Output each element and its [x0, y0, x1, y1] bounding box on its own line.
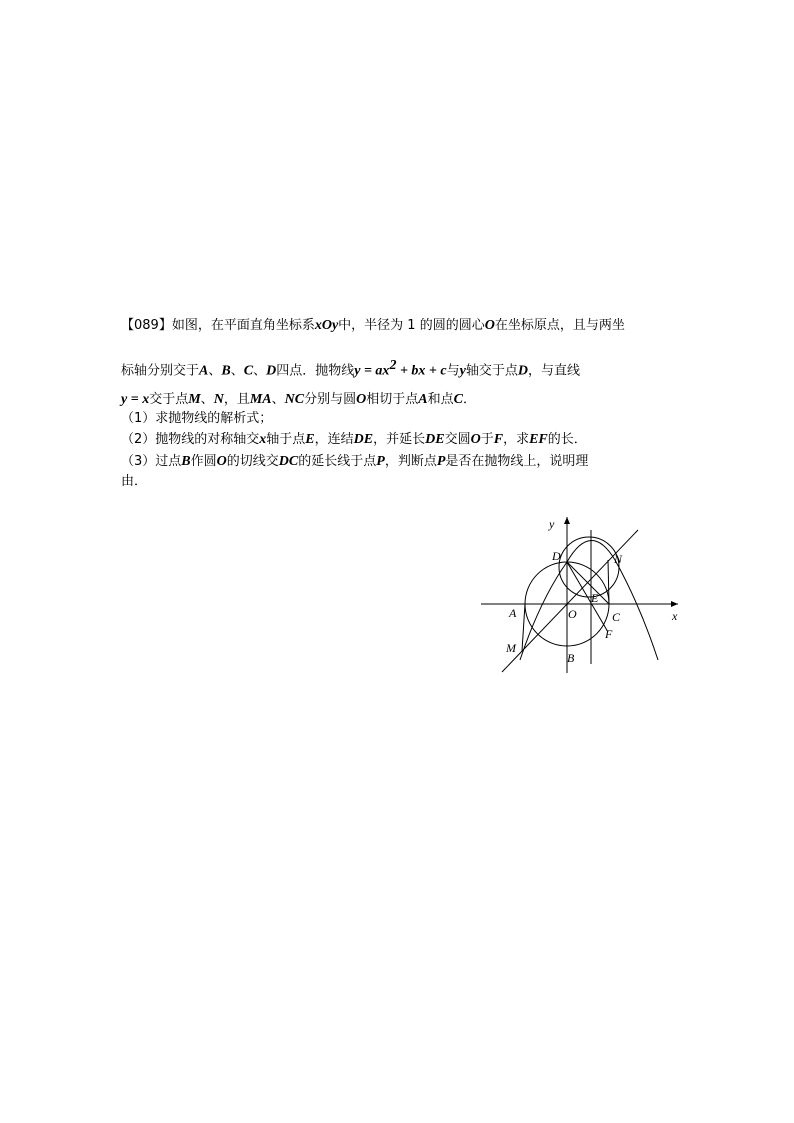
text: 的延长线于点	[298, 454, 377, 469]
segment-MA	[522, 604, 525, 651]
text: 相切于点	[366, 392, 419, 407]
math-exponent: 2	[389, 358, 397, 373]
problem-line-3	[121, 391, 476, 409]
text: ，求	[503, 432, 530, 447]
math-eq-part2: + bx + c	[396, 363, 447, 379]
text: 中，半径为 1 的圆的圆心	[338, 318, 485, 333]
text: ，连结	[314, 432, 354, 447]
math-DE: DE	[353, 432, 374, 447]
geometry-figure	[478, 513, 688, 678]
math-P: P	[376, 454, 385, 469]
sep: 、	[208, 363, 222, 379]
text: 和点	[427, 392, 454, 407]
math-A: A	[418, 392, 428, 407]
text: 是否在抛物线上，说明理	[445, 454, 589, 469]
text: （2）抛物线的对称轴交	[121, 432, 260, 447]
label-B: B	[567, 651, 575, 665]
math-C: C	[453, 392, 463, 407]
text: ，且	[223, 392, 250, 407]
text: 交圆	[444, 432, 471, 447]
math-M: M	[188, 392, 201, 407]
text: 分别与圆	[304, 392, 357, 407]
text: 与	[446, 363, 460, 379]
text: 由．	[121, 474, 148, 489]
sep: 、	[200, 392, 214, 407]
problem-line-1	[121, 317, 625, 335]
label-y: y	[549, 517, 555, 531]
math-C: C	[243, 363, 254, 379]
text: 的长．	[547, 432, 587, 447]
text: （1）求抛物线的解析式；	[121, 411, 273, 426]
math-O: O	[356, 392, 367, 407]
math-MA: MA	[249, 392, 272, 407]
text: ，与直线	[527, 363, 580, 379]
math-N: N	[213, 392, 224, 407]
text: 的切线交	[226, 454, 279, 469]
label-C: C	[612, 610, 621, 624]
math-E: E	[305, 432, 315, 447]
text: 在坐标原点，且与两坐	[494, 318, 625, 333]
math-xoy: xOy	[314, 318, 339, 333]
math-y: y	[459, 363, 466, 379]
label-M: M	[506, 641, 516, 655]
math-A: A	[199, 363, 209, 379]
question-1	[121, 410, 272, 428]
problem-number: 【089】	[121, 318, 172, 333]
question-3	[121, 453, 588, 471]
math-x: x	[259, 432, 267, 447]
label-A: A	[509, 606, 517, 620]
math-B: B	[181, 454, 191, 469]
math-O: O	[216, 454, 227, 469]
question-3-cont	[121, 473, 147, 491]
label-x: x	[672, 609, 678, 623]
text: ，判断点	[384, 454, 437, 469]
math-F: F	[493, 432, 504, 447]
math-DE: DE	[425, 432, 445, 447]
math-EF: EF	[529, 432, 548, 447]
problem-line-2	[121, 357, 580, 380]
math-O: O	[470, 432, 481, 447]
math-O: O	[484, 318, 495, 333]
label-N: N	[614, 552, 623, 566]
math-P: P	[436, 454, 446, 469]
math-DC: DC	[278, 454, 299, 469]
text: 标轴分别交于	[121, 363, 200, 379]
text: 于	[480, 432, 494, 447]
text: 如图，在平面直角坐标系	[171, 318, 315, 333]
question-2	[121, 431, 587, 449]
label-O: O	[568, 607, 577, 621]
math-eq-part1: y = ax	[354, 363, 390, 379]
text: ．	[462, 392, 476, 407]
text: 轴交于点	[465, 363, 518, 379]
math-D: D	[266, 363, 277, 379]
text: （3）过点	[121, 454, 182, 469]
text: ，并延长	[373, 432, 426, 447]
label-E: E	[591, 591, 599, 605]
text: 交于点	[149, 392, 189, 407]
sep: 、	[271, 392, 285, 407]
math-D: D	[517, 363, 528, 379]
text: 作圆	[190, 454, 217, 469]
math-line-eq: y = x	[121, 392, 150, 407]
text: 轴于点	[266, 432, 306, 447]
math-B: B	[221, 363, 231, 379]
sep: 、	[230, 363, 244, 379]
circle-arc	[559, 537, 619, 597]
sep: 、	[253, 363, 267, 379]
label-F: F	[605, 627, 613, 641]
math-NC: NC	[284, 392, 305, 407]
label-D: D	[552, 549, 561, 563]
text: 四点．抛物线	[276, 363, 355, 379]
